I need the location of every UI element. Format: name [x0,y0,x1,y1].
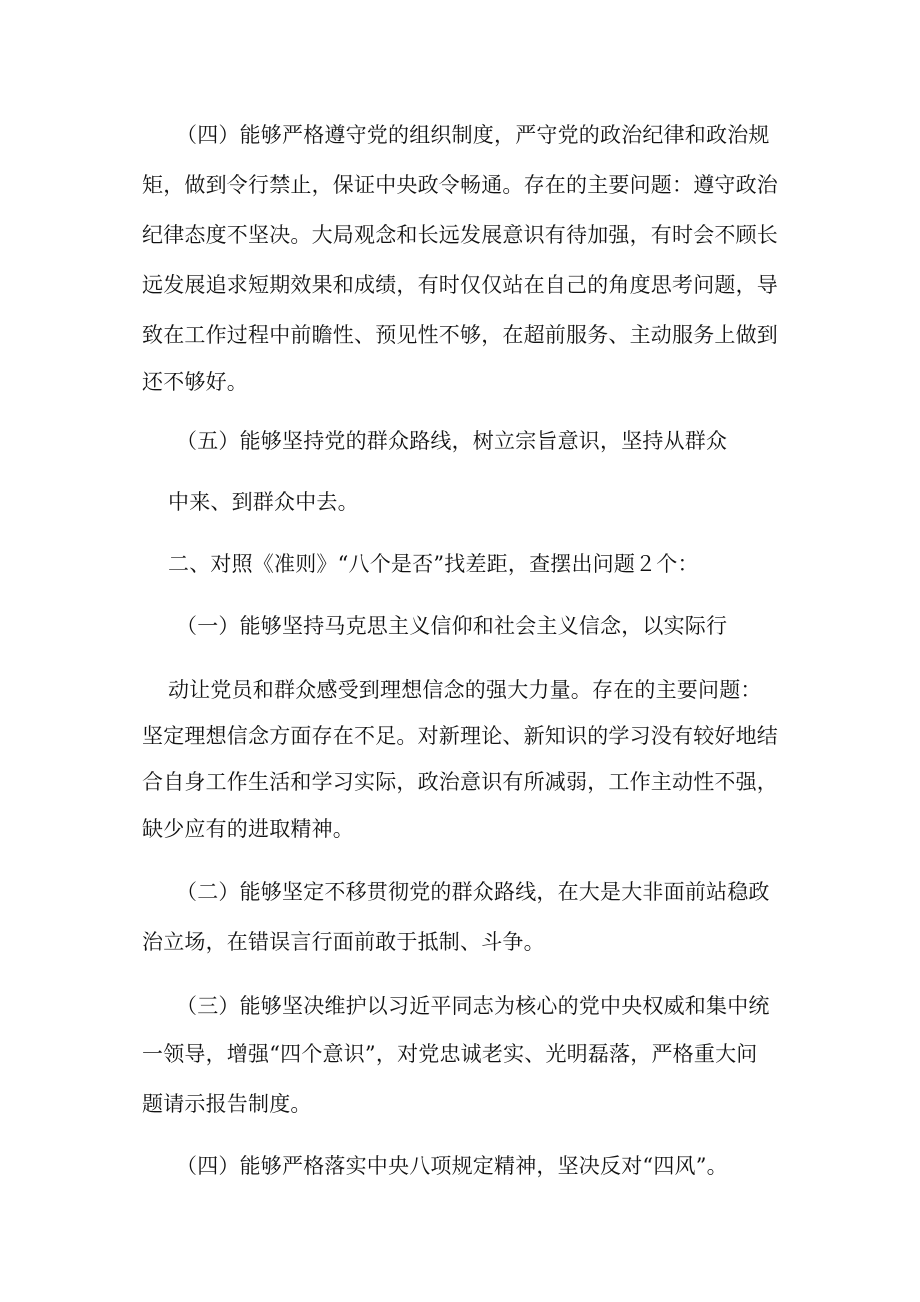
text-line: （五）能够坚持党的群众路线，树立宗旨意识，坚持从群众 [176,429,728,453]
text-line: 远发展追求短期效果和成绩，有时仅仅站在自己的角度思考问题，导 [142,273,778,297]
text-line: 还不够好。 [142,370,248,394]
text-line: 治立场，在错误言行面前敢于抵制、斗争。 [142,930,545,954]
text-line: （四）能够严格落实中央八项规定精神，坚决反对“四风”。 [176,1154,728,1178]
text-line: （二）能够坚定不移贯彻党的群众路线，在大是大非面前站稳政 [176,880,770,904]
text-line: 一领导，增强“四个意识”，对党忠诚老实、光明磊落，严格重大问 [142,1042,758,1066]
text-line: 缺少应有的进取精神。 [142,817,354,841]
text-line: 致在工作过程中前瞻性、预见性不够，在超前服务、主动服务上做到 [142,323,778,347]
section-heading: 二、对照《准则》“八个是否”找差距，查摆出问题２个： [168,552,699,576]
text-line: 题请示报告制度。 [142,1092,312,1116]
text-line: 合自身工作生活和学习实际，政治意识有所减弱，工作主动性不强， [142,770,778,794]
text-line: 坚定理想信念方面存在不足。对新理论、新知识的学习没有较好地结 [142,724,778,748]
text-line: 矩，做到令行禁止，保证中央政令畅通。存在的主要问题：遵守政治 [142,173,778,197]
text-line: 中来、到群众中去。 [168,490,359,514]
text-line: 纪律态度不坚决。大局观念和长远发展意识有待加强，有时会不顾长 [142,223,778,247]
text-line: 动让党员和群众感受到理想信念的强大力量。存在的主要问题： [168,678,762,702]
text-line: （三）能够坚决维护以习近平同志为核心的党中央权威和集中统 [176,994,770,1018]
text-line: （一）能够坚持马克思主义信仰和社会主义信念，以实际行 [176,614,728,638]
text-line: （四）能够严格遵守党的组织制度，严守党的政治纪律和政治规 [176,123,770,147]
